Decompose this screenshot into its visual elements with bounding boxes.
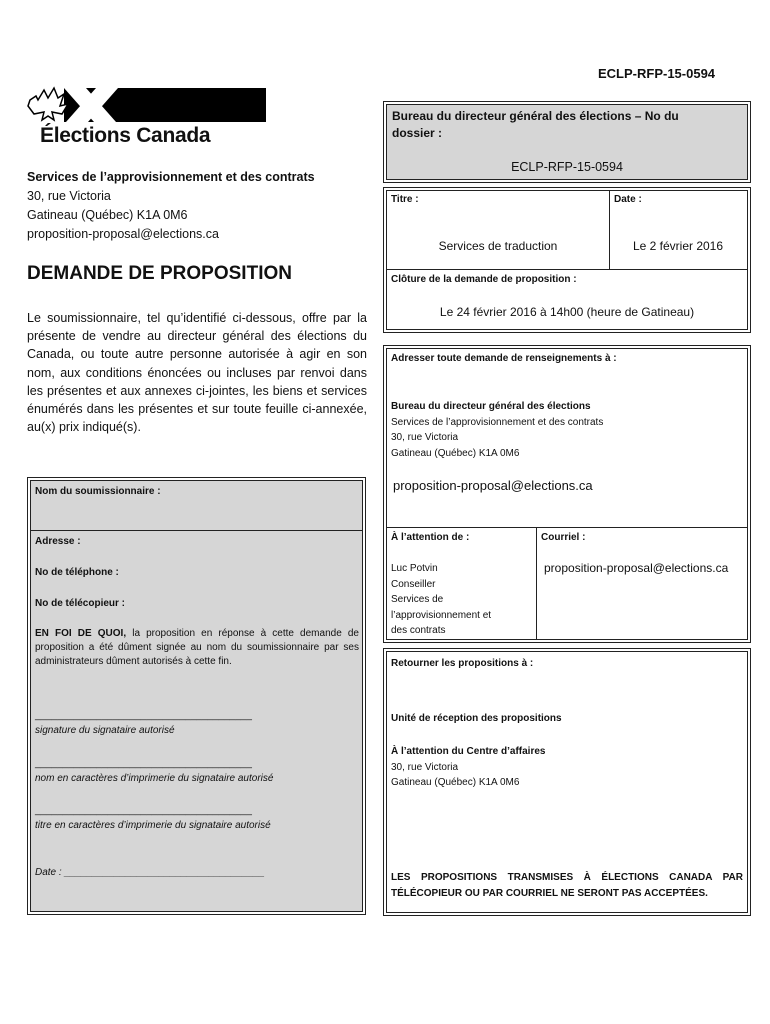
printed-name-line: _______________________________________ — [35, 758, 252, 769]
inquiries-address — [391, 399, 603, 461]
logo-text: Élections Canada — [40, 124, 211, 147]
attention-label: À l’attention de : — [391, 532, 470, 543]
divider — [609, 191, 610, 269]
date-label: Date : — [614, 194, 642, 205]
inquiries-box — [386, 348, 748, 640]
page-title: DEMANDE DE PROPOSITION — [27, 263, 292, 284]
file-number-box — [386, 104, 748, 180]
return-city: Gatineau (Québec) K1A 0M6 — [391, 777, 520, 788]
sender-block — [27, 168, 315, 244]
inquiries-org: Bureau du directeur général des élections — [391, 401, 591, 412]
divider — [536, 527, 537, 639]
sender-name: Services de l’approvisionnement et des contrats — [27, 170, 315, 184]
elections-canada-logo — [24, 80, 268, 148]
intro-paragraph: Le soumissionnaire, tel qu’identifié ci-dessous, offre par la présente de vendre au directeur général des élections du Canada, ou toute autre personne autorisée à agir en son nom, aux conditions énoncées ou incluses par renvoi dans les présentes et aux annexes ci-jointes, les biens et services énumérés dans les présentes et sur toute feuille ci-annexée, au(x) prix indiqué(s). — [27, 311, 367, 435]
inquiries-email[interactable]: proposition-proposal@elections.ca — [393, 478, 593, 493]
file-number-label: Bureau du directeur général des élections – No du dossier : — [392, 109, 679, 140]
witness-clause-bold: EN FOI DE QUOI, — [35, 628, 127, 639]
title-value: Services de traduction — [438, 239, 558, 253]
file-number-value: ECLP-RFP-15-0594 — [511, 160, 623, 174]
return-warning: LES PROPOSITIONS TRANSMISES À ÉLECTIONS CANADA PAR TÉLÉCOPIEUR OU PAR COURRIEL NE SERONT PAS ACCEPTÉES. — [391, 872, 743, 899]
bidder-name-label: Nom du soumissionnaire : — [35, 486, 161, 497]
courriel-label: Courriel : — [541, 532, 586, 543]
closing-label: Clôture de la demande de proposition : — [391, 274, 577, 285]
printed-title-label: titre en caractères d’imprimerie du signataire autorisé — [35, 820, 271, 831]
inquiries-street: 30, rue Victoria — [391, 432, 459, 443]
inquiries-city: Gatineau (Québec) K1A 0M6 — [391, 447, 520, 459]
inquiries-label: Adresser toute demande de renseignements à : — [391, 353, 617, 364]
bidder-address-label: Adresse : — [35, 536, 81, 547]
sender-email: proposition-proposal@elections.ca — [27, 227, 219, 241]
bidder-fax-label: No de télécopieur : — [35, 598, 126, 609]
title-date-box — [386, 190, 748, 330]
witness-clause-text: la proposition en réponse à cette demande de proposition a été dûment signée au nom du soumissionnaire par ses administrateurs dûment autorisés à cette fin. — [35, 628, 359, 667]
date-line: Date : ____________________________________ — [35, 867, 265, 878]
return-attention: À l’attention du Centre d’affaires — [391, 746, 546, 757]
contact-email[interactable]: proposition-proposal@elections.ca — [544, 561, 729, 575]
sender-street: 30, rue Victoria — [27, 189, 111, 203]
contact-dept-3: des contrats — [391, 625, 446, 636]
divider — [31, 530, 362, 531]
divider — [387, 269, 747, 270]
closing-value: Le 24 février 2016 à 14h00 (heure de Gatineau) — [439, 305, 695, 319]
doc-number-top: ECLP-RFP-15-0594 — [598, 66, 716, 81]
return-street: 30, rue Victoria — [391, 761, 459, 773]
contact-name: Luc Potvin — [391, 563, 438, 574]
bidder-info-box — [30, 480, 363, 912]
return-unit: Unité de réception des propositions — [391, 713, 562, 724]
date-value: Le 2 février 2016 — [632, 239, 724, 253]
signature-line: _______________________________________ — [35, 710, 252, 721]
contact-block — [391, 561, 491, 639]
inquiries-dept: Services de l’approvisionnement et des contrats — [391, 416, 604, 428]
printed-name-label: nom en caractères d’imprimerie du signataire autorisé — [35, 773, 274, 784]
return-label: Retourner les propositions à : — [391, 658, 534, 669]
title-label: Titre : — [391, 194, 419, 205]
printed-title-line: _______________________________________ — [35, 805, 252, 816]
sender-city: Gatineau (Québec) K1A 0M6 — [27, 208, 188, 222]
signature-label: signature du signataire autorisé — [35, 725, 175, 736]
return-box — [386, 651, 748, 913]
bidder-phone-label: No de téléphone : — [35, 567, 119, 578]
witness-clause — [35, 627, 359, 669]
return-address — [391, 744, 545, 791]
divider — [387, 527, 747, 528]
contact-dept-1: Services de — [391, 594, 444, 605]
contact-role: Conseiller — [391, 578, 436, 590]
contact-dept-2: l’approvisionnement et — [391, 609, 492, 621]
